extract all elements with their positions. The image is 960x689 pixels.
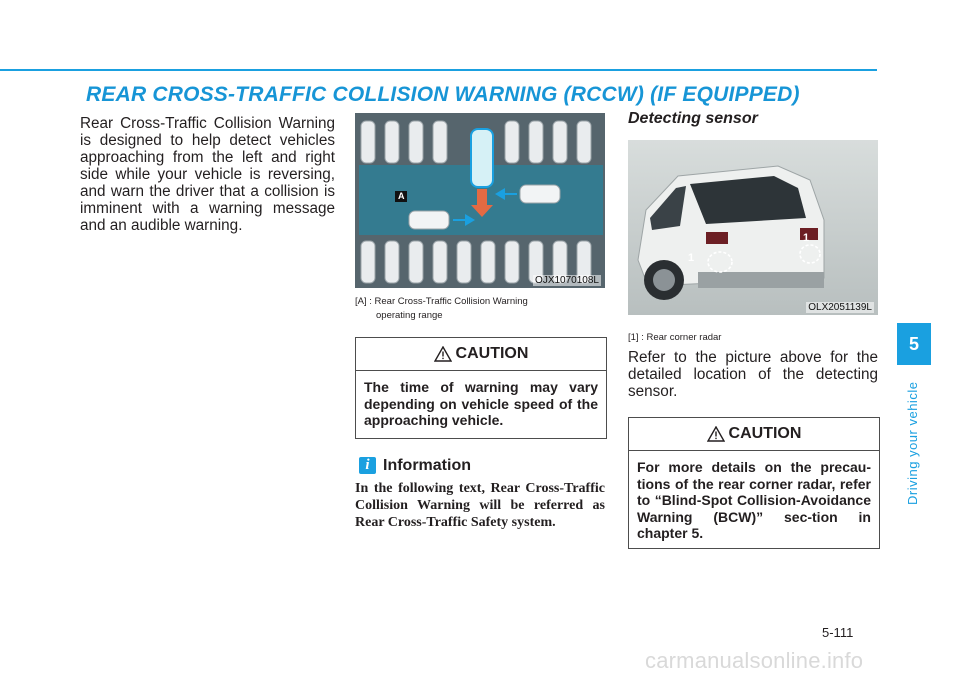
information-icon: i	[359, 457, 376, 474]
figure-code: OLX2051139L	[808, 302, 872, 313]
section-title: REAR CROSS-TRAFFIC COLLISION WARNING (RCCW) (IF EQUIPPED)	[86, 83, 800, 106]
suv-rear-illustration	[628, 140, 878, 315]
caution-title: CAUTION	[728, 425, 802, 442]
range-marker-a: A	[398, 191, 405, 201]
caution-text: For more details on the precau-tions of the rear corner radar, refer to “Blind-Spot Collision-Avoidance Warning (BCW)” sec-tion in chapter 5.	[637, 459, 871, 541]
figure-code: OJX1070108L	[535, 275, 599, 286]
figure-caption-continued: operating range	[376, 310, 443, 321]
watermark: carmanualsonline.info	[645, 648, 864, 673]
warning-triangle-icon	[434, 346, 452, 362]
page-number: 5-111	[822, 625, 854, 640]
warning-triangle-icon	[707, 426, 725, 442]
chapter-label: Driving your vehicle	[905, 381, 920, 505]
caution-title: CAUTION	[455, 345, 529, 362]
intro-paragraph: Rear Cross-Traffic Collision Warning is designed to help detect vehicles approaching from the left and right side while your vehicle is reversing, and warn the driver that a collision is imminent with a warning message and an audible warning.	[80, 115, 335, 234]
caution-header	[629, 418, 879, 451]
detecting-sensor-heading: Detecting sensor	[628, 110, 758, 127]
caution-header	[356, 338, 606, 371]
radar-marker-right: 1	[803, 232, 810, 244]
parking-lot-illustration	[355, 113, 605, 288]
information-text: In the following text, Rear Cross-Traffic Collision Warning will be referred as Rear Cross-Traffic Safety system.	[355, 481, 605, 530]
chapter-tab: 5	[897, 323, 931, 365]
caution-text: The time of warning may vary depending on vehicle speed of the approaching vehicle.	[364, 379, 598, 428]
top-rule	[0, 69, 877, 71]
detecting-sensor-text: Refer to the picture above for the detailed location of the detecting sensor.	[628, 349, 878, 400]
radar-marker-left: 1	[688, 252, 695, 264]
figure-caption: [A] : Rear Cross-Traffic Collision Warning	[355, 296, 528, 307]
rccw-range-diagram	[355, 113, 605, 288]
rear-radar-photo	[628, 140, 878, 315]
caution-box	[355, 337, 607, 439]
caution-box	[628, 417, 880, 549]
radar-caption: [1] : Rear corner radar	[628, 332, 722, 343]
information-title: Information	[383, 457, 471, 474]
